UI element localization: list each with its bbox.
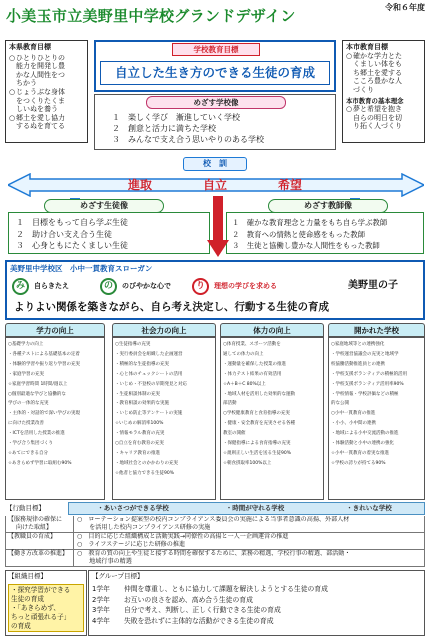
column-physical <box>220 323 324 500</box>
column-item: ・学び合う集団づくり <box>8 441 53 447</box>
action-row-label-line: 【服務規律の確保に <box>8 516 63 523</box>
grade-goal-text: お互いの良さを認め、高め合う生徒の育成 <box>124 595 253 604</box>
column-item: ・体験的学習や振り返り学習の充実 <box>8 361 80 367</box>
org-goal-line: ・「あきらめず、 <box>11 604 60 612</box>
grade-goal-heading: 【グループ目標】 <box>92 572 144 580</box>
column-item: ・情報モラル教育の充実 <box>115 431 165 437</box>
prefecture-goal-text: じょうぶな身体 <box>16 87 65 96</box>
column-item: ・ICTを活用した授業の推進 <box>8 431 65 437</box>
column-item: 校協働活動推進員との連携 <box>331 361 385 367</box>
school-image-item: ２ 創意と活力に満ちた学校 <box>112 124 216 133</box>
school-image-item: ３ みんなで支え合う思いやりのある学校 <box>112 135 264 144</box>
column-item: ・地域による小中交流活動の推進 <box>331 431 399 437</box>
center-down-arrow <box>206 196 230 258</box>
action-goal-label: 【行動目標】 <box>6 504 45 512</box>
prefecture-goal-line <box>9 97 84 106</box>
column-item: ☆他者と協力できる生徒90% <box>115 470 175 476</box>
column-item: ・小小、小中間の連携 <box>331 421 376 427</box>
column-item: ○体育授業、スポーツ活動を <box>223 342 281 347</box>
column-academic <box>5 323 105 500</box>
column-item: ・運動量を確保した授業の推進 <box>223 361 286 367</box>
slogan-mark-ri: り <box>192 278 209 295</box>
column-item: ☆朝食摂取率100%以上 <box>223 460 272 466</box>
teacher-image-heading-text: めざす教師像 <box>304 201 352 210</box>
slogan-text-1: 自らきたえ <box>34 282 69 290</box>
slogan-main: よりよい関係を築きながら、自ら考え決定し、行動する生徒の育成 <box>14 301 329 313</box>
prefecture-goal-text: をつくりたくま <box>16 96 65 105</box>
city-goal-bullet: ○ <box>346 51 353 60</box>
column-item: ・心と体のチェックシートの活用 <box>115 371 183 377</box>
action-row-label-line: 【教職員の育成】 <box>8 533 57 540</box>
column-item: ○個別最適な学びと協働的な <box>8 391 66 397</box>
column-item: ・主体的・対話的で深い学びの実現 <box>8 411 80 417</box>
action-row-label <box>6 516 74 532</box>
slogan-end: 美野里の子 <box>348 280 398 291</box>
city-goal-line <box>346 86 421 95</box>
school-goal-label-text: 学校教育目標 <box>193 45 239 54</box>
column-item: ・家庭学習の充実 <box>8 371 44 377</box>
teacher-image-item: １ 確かな教育理念と力量をもち自ら学ぶ教師 <box>232 218 388 227</box>
city-goal-line <box>346 77 421 86</box>
school-image-heading <box>146 96 286 109</box>
city-goal-line <box>346 60 421 69</box>
slogan-text-2: のびやかな心で <box>122 282 171 290</box>
prefecture-goal-line <box>9 88 84 97</box>
column-item: ・いじめ・不登校の早期発見と対応 <box>115 381 187 387</box>
grade-goal-row <box>92 616 422 627</box>
action-row-label-line: 向けた取組】 <box>16 523 53 531</box>
grade-label: 2学年 <box>92 595 110 604</box>
column-item: ○基礎学力の向上 <box>8 342 44 347</box>
column-item: 通しての体力の向上 <box>223 351 264 357</box>
action-row-item: ○ ライフステージに応じた研修の推進 <box>77 540 186 548</box>
column-body <box>328 337 425 500</box>
city-principle-line <box>346 105 421 114</box>
city-principle-text: り拓く人づくり <box>353 122 402 131</box>
grade-label: 1学年 <box>92 585 110 594</box>
column-social <box>112 323 216 500</box>
grade-goal-text: 仲間を尊重し、ともに協力して課題を解決しようとする生徒の育成 <box>124 585 328 594</box>
column-item: ☆規則正しい生活を送る生徒90% <box>223 450 292 456</box>
column-item: ○家庭地域等との連携強化 <box>331 342 385 347</box>
action-row-label <box>6 550 74 566</box>
action-row-item: 地域行事の精選 <box>77 557 132 565</box>
motto-word-2: 自立 <box>202 178 227 192</box>
grade-label: 3学年 <box>92 606 110 615</box>
prefecture-goal-line <box>9 54 84 63</box>
column-item: ・体験活動と小中の連携の強化 <box>331 441 394 447</box>
prefecture-goal-line <box>9 79 84 88</box>
prefecture-goal-line <box>9 71 84 80</box>
school-goal-label <box>172 43 260 56</box>
org-goal-text <box>8 584 84 632</box>
column-item: ・各種テストによる基礎基本の定着 <box>8 351 80 357</box>
city-principle-heading: 本市教育の基本理念 <box>346 96 404 105</box>
column-item: ・実行委員会を組織した企画運営 <box>115 351 183 357</box>
city-goal-text: 確かな学力とた <box>353 51 402 60</box>
page-title: 小美玉市立美野里中学校グランドデザイン <box>6 7 296 25</box>
school-goal-main <box>100 61 330 85</box>
column-heading: 社会力の向上 <box>112 323 216 337</box>
column-body <box>220 337 324 500</box>
column-body <box>5 337 105 500</box>
column-item: ・学校支援ボランティアの積極的活用 <box>331 371 408 377</box>
prefecture-goal-line <box>9 122 84 131</box>
column-item: ☆あてにできる自分 <box>8 450 49 456</box>
column-item: ・地域社会とのかかわりの充実 <box>115 460 178 466</box>
student-image-heading <box>44 199 164 213</box>
column-heading: 開かれた学校 <box>328 323 425 337</box>
column-heading: 学力の向上 <box>5 323 105 337</box>
grade-label: 4学年 <box>92 616 110 625</box>
column-item: ・教育相談の効果的な実施 <box>115 401 169 407</box>
org-goal-line: ちっと頑張れる子」 <box>11 613 71 621</box>
school-goal-main-text: 自立した生き方のできる生徒の育成 <box>114 65 315 80</box>
prefecture-goal-text: しいぬを養う <box>16 105 58 114</box>
action-row-item: を活用した校内コンプライアンス研修の実施 <box>77 523 211 531</box>
grade-goal-row <box>92 584 422 595</box>
column-heading: 体力の向上 <box>220 323 324 337</box>
column-item: に向けた授業改善 <box>8 421 44 427</box>
motto-heading <box>183 157 247 171</box>
action-row-label <box>6 533 74 549</box>
prefecture-goal-text: ひとりひとりの <box>16 53 65 62</box>
action-row-item: ○ 教育の質の向上や生徒と接する時間を確保するために、業務の精選、学校行事の精選、部活動・ <box>77 550 351 557</box>
grade-goal-text: 自分で考え、判断し、正しく行動できる生徒の育成 <box>124 606 281 615</box>
prefecture-goal-line <box>9 62 84 71</box>
city-goal-text: づくり <box>353 85 374 94</box>
motto-word-3: 希望 <box>277 178 302 192</box>
column-item: ・いじめ防止等アンケートの実施 <box>115 411 183 417</box>
column-item: ☆いじめの解消率100% <box>115 421 164 427</box>
column-item: ☆あきらめず学習に取組む90% <box>8 460 72 466</box>
grade-goal-row <box>92 595 422 606</box>
city-goal-text: ち郷土を愛する <box>353 68 402 77</box>
city-goal-heading: 本市教育目標 <box>346 43 388 51</box>
school-image-item: １ 楽しく学び 漸進していく学校 <box>112 113 240 122</box>
city-principle-list <box>346 105 421 131</box>
column-item: ・健康・安全教育を充実させる各種 <box>223 421 295 427</box>
teacher-image-item: ３ 生徒と協働し豊かな人間性をもった教師 <box>232 241 380 250</box>
city-goal-box <box>342 40 425 143</box>
slogan-text-3: 理想の学びを求める <box>214 282 277 290</box>
city-goal-text: くましい体をも <box>353 60 402 69</box>
org-goal-line: ・探究学習ができる <box>11 586 71 594</box>
city-principle-text: 自らの明日を切 <box>353 113 402 122</box>
grade-goal-list <box>92 584 422 626</box>
prefecture-goal-line <box>9 105 84 114</box>
action-goal-1: ・あいさつができる学校 <box>97 504 169 512</box>
column-item: ・学校支援ボランティア活用率90% <box>331 381 404 387</box>
prefecture-goal-text: するぬを育てる <box>16 122 65 131</box>
column-item: ○生徒指導の充実 <box>115 342 151 347</box>
column-item: ☆A＋B＋C 80%以上 <box>223 381 266 387</box>
org-goal-heading: 【組織目標】 <box>8 572 47 580</box>
action-row <box>5 550 425 567</box>
school-image-list <box>112 112 332 145</box>
prefecture-goal-bullet: ○ <box>9 87 16 96</box>
city-principle-line <box>346 122 421 131</box>
school-image-heading-text: めざす学校像 <box>193 98 239 107</box>
column-item: ・キャリア教育の推進 <box>115 450 160 456</box>
prefecture-goal-heading: 本県教育目標 <box>9 43 51 51</box>
student-image-list <box>16 217 206 252</box>
column-item: 教室の開催 <box>223 431 246 437</box>
org-goal-line: 生徒の育成 <box>11 595 44 603</box>
org-goal-line: の育成 <box>11 622 31 630</box>
slogan-mark-mi: み <box>12 278 29 295</box>
city-principle-bullet: ○ <box>346 105 353 114</box>
city-goal-list <box>346 52 421 95</box>
action-row-item: ○ ローテーション提案型の校内コンプライアンス委員会の実施による当事者意識の高揚、外部人材 <box>77 516 350 523</box>
column-item: ☆学校の誇りが持てる90% <box>331 460 386 466</box>
column-item: ・学校運営協議会の充実と地域学 <box>331 351 399 357</box>
city-goal-line <box>346 52 421 61</box>
prefecture-goal-text: 郷土を愛し協力 <box>16 113 65 122</box>
action-row-label-line: 【働き方改革の推進】 <box>8 550 69 557</box>
action-row <box>5 516 425 533</box>
column-item: 的な公開 <box>331 401 349 407</box>
prefecture-goal-text: ちかう <box>16 79 37 88</box>
action-row-body <box>74 516 424 532</box>
action-rows <box>5 516 425 568</box>
column-item: 部活動 <box>223 401 237 407</box>
action-row-item: ○ 目的に応じた組織構成と活動実践→同僚性の高揚と一人一企画運営の推進 <box>77 533 289 540</box>
grade-goal-text: 失敗を恐れずに主体的な活動ができる生徒の育成 <box>124 616 274 625</box>
column-item: ☆家庭学習時間 1時間/週以上 <box>8 381 68 387</box>
student-image-heading-text: めざす生徒像 <box>80 201 128 210</box>
prefecture-goal-bullet: ○ <box>9 113 16 122</box>
column-item: 学びの一体的な充実 <box>8 401 49 407</box>
motto-word-1: 進取 <box>127 178 152 192</box>
city-goal-text: こころ豊かな人 <box>353 77 402 86</box>
column-item: ・学校情報・学校評価などの積極 <box>331 391 399 397</box>
teacher-image-heading <box>268 199 388 213</box>
column-open-school <box>328 323 425 500</box>
column-item: ○学校健康教育と食育指導の充実 <box>223 411 290 417</box>
prefecture-goal-list <box>9 54 84 131</box>
column-item: ・保健指導による食育指導の充実 <box>223 441 291 447</box>
column-item: ・積極的な生徒指導の充実 <box>115 361 169 367</box>
slogan-mark-no: の <box>100 278 117 295</box>
action-row-body <box>74 550 424 566</box>
student-image-item: ２ 助け合い支え合う生徒 <box>16 229 112 239</box>
action-goal-2: ・時間が守れる学校 <box>225 504 285 512</box>
student-image-item: ３ 心身ともにたくましい生徒 <box>16 241 128 250</box>
column-item: ・体力テスト結果の有効活用 <box>223 371 282 377</box>
column-item: ・生徒相談体制の充実 <box>115 391 160 397</box>
column-item: ・地域人材を活用した効果的な運動 <box>223 391 295 397</box>
prefecture-goal-text: 能力を開発し豊 <box>16 62 65 71</box>
column-body <box>112 337 216 500</box>
teacher-image-list <box>232 217 422 252</box>
column-item: ○自立を育む教育の充実 <box>115 441 164 447</box>
prefecture-goal-text: かな人間性をつ <box>16 70 65 79</box>
city-principle-text: 夢と希望を抱き <box>353 105 402 114</box>
prefecture-goal-box <box>5 40 88 143</box>
slogan-heading: 美野里中学校区 小中一貫教育スローガン <box>10 264 153 273</box>
column-item: ☆小中一貫教育の着実な推進 <box>331 450 390 456</box>
prefecture-goal-bullet: ○ <box>9 53 16 62</box>
action-row <box>5 533 425 550</box>
action-goal-3: ・きれいな学校 <box>346 504 392 512</box>
column-item: ○小中一貫教育の推進 <box>331 411 376 417</box>
fiscal-year: 令和６年度 <box>385 3 425 12</box>
motto-heading-text: 校 訓 <box>203 159 227 168</box>
action-row-body <box>74 533 424 549</box>
grade-goal-row <box>92 605 422 616</box>
student-image-item: １ 目標をもって自ら学ぶ生徒 <box>16 218 128 227</box>
teacher-image-item: ２ 教育への情熱と使命感をもった教師 <box>232 229 366 239</box>
